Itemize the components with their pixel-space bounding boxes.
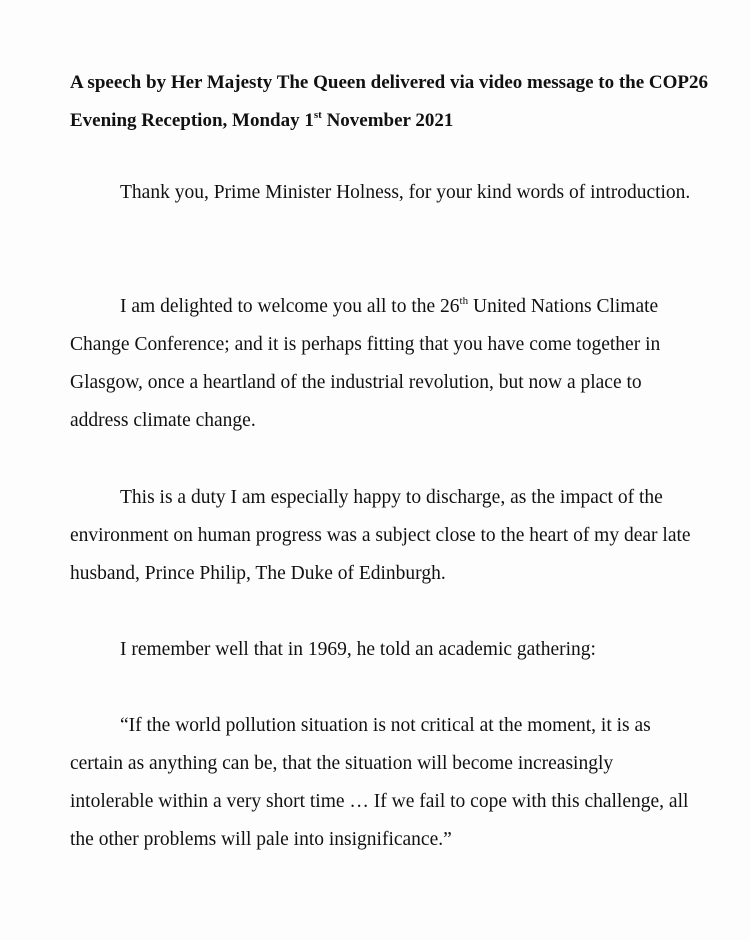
paragraph-duty: This is a duty I am especially happy to discharge, as the impact of the environment on human progress was a subject close to the heart of my dear late husband, Prince Philip, The Duke of Edinburgh. xyxy=(70,487,691,584)
title-text: A speech by Her Majesty The Queen delivered via video message to the COP26 Evening Reception, Monday 1 xyxy=(70,72,709,131)
welcome-text: I am delighted to welcome you all to the 26 xyxy=(120,296,460,317)
paragraph-quote: “If the world pollution situation is not critical at the moment, it is as certain as anything can be, that the situation will become increasingly intolerable within a very short time … If we fail to cope with this challenge, all the other problems will pale into insignificance.” xyxy=(70,715,689,850)
speech-title xyxy=(70,64,710,140)
paragraph-remember: I remember well that in 1969, he told an academic gathering: xyxy=(120,639,596,660)
title-superscript: st xyxy=(313,109,322,121)
welcome-superscript: th xyxy=(459,295,469,307)
paragraph-welcome xyxy=(70,288,695,440)
title-text-end: November 2021 xyxy=(321,110,454,131)
paragraph-thanks: Thank you, Prime Minister Holness, for your kind words of introduction. xyxy=(120,182,691,203)
welcome-text-end: United Nations Climate Change Conference; and it is perhaps fitting that you have come together in Glasgow, once a heartland of the industrial revolution, but now a place to address climate change. xyxy=(70,296,661,431)
